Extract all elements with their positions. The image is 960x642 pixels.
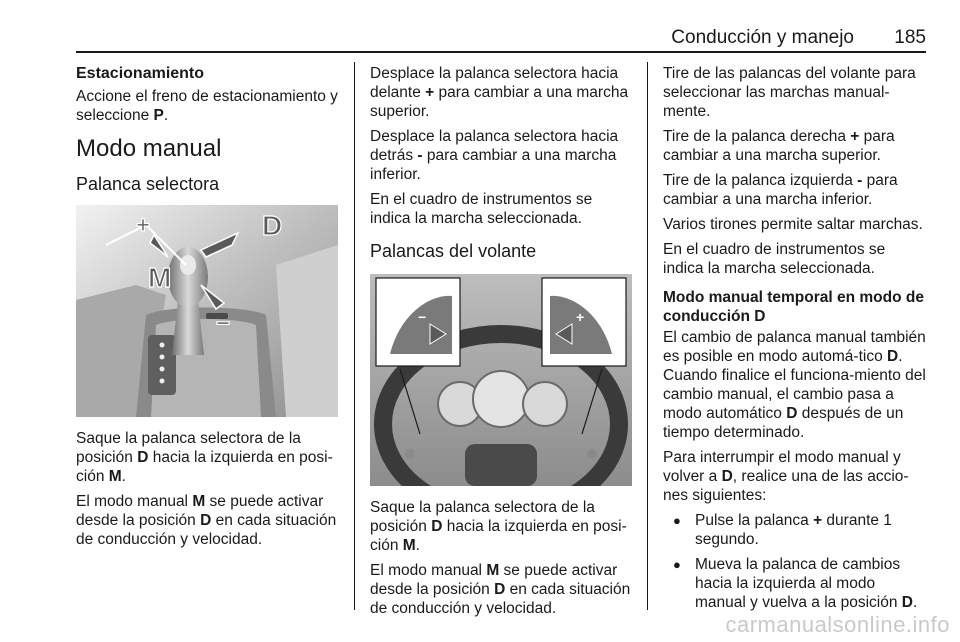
col2-paragraph-3: En el cuadro de instrumentos se indica la marcha seleccionada.: [370, 191, 593, 227]
steering-wheel-illustration: [370, 274, 632, 486]
col3-paragraph-2: Tire de la palanca derecha + para cambiar a una marcha superior.: [663, 128, 895, 164]
parking-text: Accione el freno de estacionamiento y seleccione P.: [76, 88, 338, 124]
col3-paragraph-4: Varios tirones permite saltar marchas.: [663, 216, 923, 233]
plus-label: +: [136, 212, 151, 239]
col1-paragraph-2: El modo manual M se puede activar desde la posición D en cada situación de conducción y velocidad.: [76, 493, 337, 548]
gear-lever-illustration: [76, 205, 338, 417]
header-divider: [76, 51, 926, 53]
m-label: M: [148, 262, 172, 293]
paddles-heading: Palancas del volante: [370, 241, 537, 261]
col1-paragraph-1: Saque la palanca selectora de la posición D hacia la izquierda en posi-ción M.: [76, 430, 333, 485]
minus-label: −: [216, 310, 231, 337]
paddle-plus-label: +: [576, 309, 585, 325]
col3-paragraph-1: Tire de las palancas del volante para seleccionar las marchas manual-mente.: [663, 65, 916, 120]
col2-paragraph-1: Desplace la palanca selectora hacia delante + para cambiar a una marcha superior.: [370, 65, 629, 120]
column-divider-2: [647, 62, 648, 610]
col2-paragraph-2: Desplace la palanca selectora hacia detrás - para cambiar a una marcha inferior.: [370, 128, 619, 183]
section-title: Conducción y manejo: [671, 27, 854, 48]
steering-paddles-figure: [370, 274, 632, 486]
col3-paragraph-3: Tire de la palanca izquierda - para cambiar a una marcha inferior.: [663, 172, 898, 208]
list-item: ● Pulse la palanca + durante 1 segundo.: [663, 511, 926, 549]
selector-lever-heading: Palanca selectora: [76, 174, 220, 194]
page-header: [76, 24, 926, 50]
col2-paragraph-5: El modo manual M se puede activar desde la posición D en cada situación de conducción y velocidad.: [370, 562, 631, 617]
column-3: [663, 64, 926, 618]
temporary-manual-heading: Modo manual temporal en modo de conducción D: [663, 289, 924, 325]
watermark: carmanualsonline.info: [725, 612, 950, 637]
col2-paragraph-4: Saque la palanca selectora de la posición D hacia la izquierda en posi-ción M.: [370, 499, 627, 554]
d-label: D: [262, 210, 283, 241]
list-item: ● Mueva la palanca de cambios hacia la izquierda al modo manual y vuelva a la posición D.: [663, 555, 926, 612]
selector-lever-figure: [76, 205, 338, 417]
exit-manual-list: [663, 511, 926, 612]
page-number: 185: [894, 27, 926, 48]
col3-paragraph-7: Para interrumpir el modo manual y volver a D, realice una de las accio-nes siguientes:: [663, 449, 909, 504]
column-divider-1: [354, 62, 355, 610]
col3-paragraph-6: El cambio de palanca manual también es posible en modo automá-tico D. Cuando finalice el funciona-miento del cambio manual, el cambio pasa a modo automático D después de un tiempo determinado.: [663, 329, 926, 441]
paddle-minus-label: −: [418, 309, 427, 325]
manual-mode-heading: Modo manual: [76, 135, 222, 162]
column-1: [76, 64, 341, 555]
parking-heading: Estacionamiento: [76, 65, 205, 82]
column-2: [370, 64, 632, 624]
col3-paragraph-5: En el cuadro de instrumentos se indica la marcha seleccionada.: [663, 241, 886, 277]
